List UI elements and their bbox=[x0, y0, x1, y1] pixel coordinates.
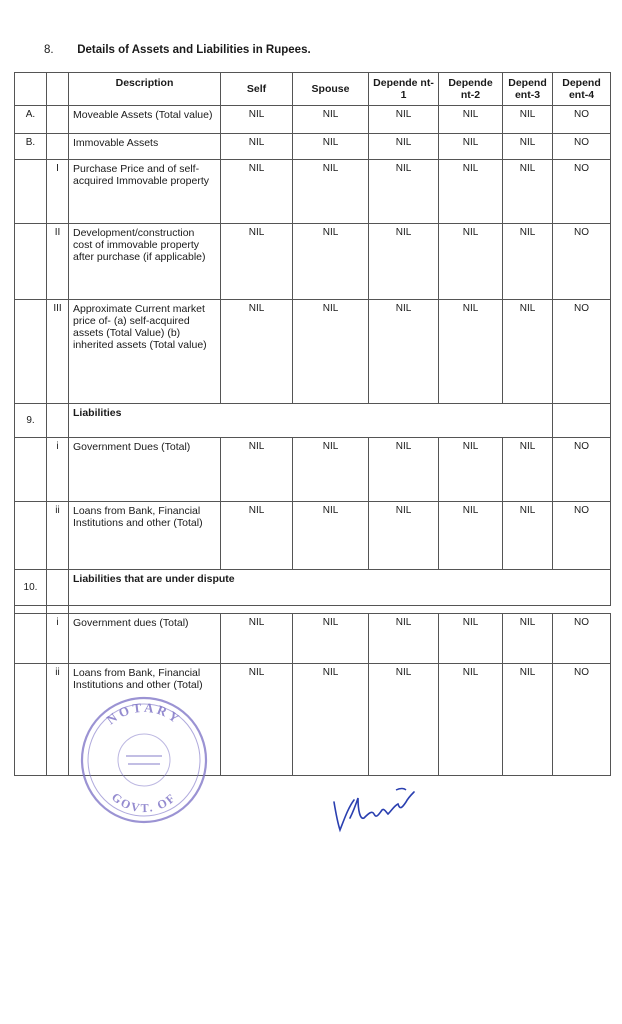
value-dependent-1: NIL bbox=[369, 224, 439, 300]
value-dependent-3: NIL bbox=[503, 160, 553, 224]
table-header-row bbox=[15, 73, 611, 106]
row-description: Purchase Price and of self-acquired Immovable property bbox=[69, 160, 221, 224]
value-dependent-3: NIL bbox=[503, 224, 553, 300]
section-10-number: 10. bbox=[15, 570, 47, 606]
row-sub: II bbox=[47, 224, 69, 300]
value-spouse: NIL bbox=[293, 614, 369, 664]
row-code bbox=[15, 438, 47, 502]
row-b-iii-market-price bbox=[15, 300, 611, 404]
row-description: Government Dues (Total) bbox=[69, 438, 221, 502]
section-8-heading bbox=[44, 44, 311, 56]
row-description: Immovable Assets bbox=[69, 134, 221, 160]
value-dependent-2: NIL bbox=[439, 300, 503, 404]
value-dependent-1: NIL bbox=[369, 134, 439, 160]
value-dependent-3: NIL bbox=[503, 134, 553, 160]
value-dependent-2: NIL bbox=[439, 502, 503, 570]
value-dependent-4: NO bbox=[553, 300, 611, 404]
value-dependent-4: NO bbox=[553, 224, 611, 300]
row-sub bbox=[47, 404, 69, 438]
value-dependent-3: NIL bbox=[503, 300, 553, 404]
row-sub: i bbox=[47, 438, 69, 502]
row-code bbox=[15, 614, 47, 664]
blank-cell bbox=[69, 606, 611, 614]
header-dependent-2: Depende nt-2 bbox=[439, 73, 503, 106]
row-b-i-purchase-price bbox=[15, 160, 611, 224]
value-self: NIL bbox=[221, 502, 293, 570]
blank-cell bbox=[15, 606, 47, 614]
row-description: Development/construction cost of immovable property after purchase (if applicable) bbox=[69, 224, 221, 300]
value-dependent-1: NIL bbox=[369, 300, 439, 404]
value-dependent-2: NIL bbox=[439, 224, 503, 300]
header-spouse: Spouse bbox=[293, 73, 369, 106]
value-dependent-2: NIL bbox=[439, 106, 503, 134]
signature-icon bbox=[328, 780, 418, 838]
value-dependent-4: NO bbox=[553, 664, 611, 776]
header-description: Description bbox=[69, 73, 221, 106]
value-dependent-1: NIL bbox=[369, 664, 439, 776]
value-dependent-2: NIL bbox=[439, 614, 503, 664]
row-10-i-government-dues bbox=[15, 614, 611, 664]
row-sub: ii bbox=[47, 664, 69, 776]
value-spouse: NIL bbox=[293, 160, 369, 224]
row-9-i-government-dues bbox=[15, 438, 611, 502]
row-sub: ii bbox=[47, 502, 69, 570]
section-9-number: 9. bbox=[15, 404, 47, 438]
value-dependent-3: NIL bbox=[503, 664, 553, 776]
value-self: NIL bbox=[221, 224, 293, 300]
value-dependent-2: NIL bbox=[439, 664, 503, 776]
row-spacer bbox=[15, 606, 611, 614]
section-10-title: Liabilities that are under dispute bbox=[69, 570, 611, 606]
value-spouse: NIL bbox=[293, 134, 369, 160]
value-dependent-3: NIL bbox=[503, 106, 553, 134]
value-dependent-4: NO bbox=[553, 614, 611, 664]
value-self: NIL bbox=[221, 106, 293, 134]
row-b-ii-development-cost bbox=[15, 224, 611, 300]
value-spouse: NIL bbox=[293, 502, 369, 570]
row-description: Government dues (Total) bbox=[69, 614, 221, 664]
value-dependent-1: NIL bbox=[369, 614, 439, 664]
header-dependent-3: Depend ent-3 bbox=[503, 73, 553, 106]
row-sub: I bbox=[47, 160, 69, 224]
value-self: NIL bbox=[221, 300, 293, 404]
row-b-immovable-assets bbox=[15, 134, 611, 160]
value-dependent-2: NIL bbox=[439, 438, 503, 502]
assets-liabilities-table bbox=[14, 72, 611, 776]
header-blank bbox=[47, 73, 69, 106]
value-dependent-2: NIL bbox=[439, 160, 503, 224]
header-dependent-1: Depende nt-1 bbox=[369, 73, 439, 106]
value-dependent-1: NIL bbox=[369, 502, 439, 570]
row-sub: III bbox=[47, 300, 69, 404]
row-code bbox=[15, 224, 47, 300]
value-self: NIL bbox=[221, 438, 293, 502]
value-dependent-1: NIL bbox=[369, 106, 439, 134]
value-spouse: NIL bbox=[293, 664, 369, 776]
value-dependent-4: NO bbox=[553, 160, 611, 224]
notary-seal-icon bbox=[78, 694, 210, 826]
blank-cell bbox=[553, 404, 611, 438]
value-dependent-4: NO bbox=[553, 134, 611, 160]
row-code bbox=[15, 300, 47, 404]
row-description: Approximate Current market price of- (a) self-acquired assets (Total Value) (b) inherited assets (Total value) bbox=[69, 300, 221, 404]
section-8-number: 8. bbox=[44, 44, 54, 56]
value-dependent-4: NO bbox=[553, 106, 611, 134]
section-10-row bbox=[15, 570, 611, 606]
value-spouse: NIL bbox=[293, 106, 369, 134]
row-code: B. bbox=[15, 134, 47, 160]
blank-cell bbox=[47, 606, 69, 614]
value-dependent-2: NIL bbox=[439, 134, 503, 160]
row-description: Loans from Bank, Financial Institutions and other (Total) bbox=[69, 502, 221, 570]
value-self: NIL bbox=[221, 160, 293, 224]
row-code bbox=[15, 664, 47, 776]
section-9-title: Liabilities bbox=[69, 404, 553, 438]
value-self: NIL bbox=[221, 134, 293, 160]
value-dependent-1: NIL bbox=[369, 160, 439, 224]
value-spouse: NIL bbox=[293, 224, 369, 300]
value-self: NIL bbox=[221, 614, 293, 664]
value-spouse: NIL bbox=[293, 438, 369, 502]
row-sub bbox=[47, 570, 69, 606]
header-blank bbox=[15, 73, 47, 106]
svg-text:GOVT. OF bbox=[109, 790, 179, 815]
row-sub bbox=[47, 106, 69, 134]
header-dependent-4: Depend ent-4 bbox=[553, 73, 611, 106]
value-self: NIL bbox=[221, 664, 293, 776]
value-dependent-4: NO bbox=[553, 502, 611, 570]
value-dependent-1: NIL bbox=[369, 438, 439, 502]
row-sub: i bbox=[47, 614, 69, 664]
stamp-text-top: NOTARY bbox=[103, 699, 185, 728]
row-9-ii-loans bbox=[15, 502, 611, 570]
value-dependent-3: NIL bbox=[503, 438, 553, 502]
value-dependent-3: NIL bbox=[503, 614, 553, 664]
row-sub bbox=[47, 134, 69, 160]
row-description: Loans from Bank, Financial Institutions and other (Total) bbox=[69, 664, 221, 776]
header-self: Self bbox=[221, 73, 293, 106]
section-8-title: Details of Assets and Liabilities in Rupees. bbox=[77, 44, 311, 56]
row-code bbox=[15, 502, 47, 570]
section-9-row bbox=[15, 404, 611, 438]
row-code bbox=[15, 160, 47, 224]
value-dependent-3: NIL bbox=[503, 502, 553, 570]
row-code: A. bbox=[15, 106, 47, 134]
row-a-moveable-assets bbox=[15, 106, 611, 134]
value-spouse: NIL bbox=[293, 300, 369, 404]
row-description: Moveable Assets (Total value) bbox=[69, 106, 221, 134]
stamp-text-bottom: GOVT. OF bbox=[109, 789, 179, 816]
value-dependent-4: NO bbox=[553, 438, 611, 502]
